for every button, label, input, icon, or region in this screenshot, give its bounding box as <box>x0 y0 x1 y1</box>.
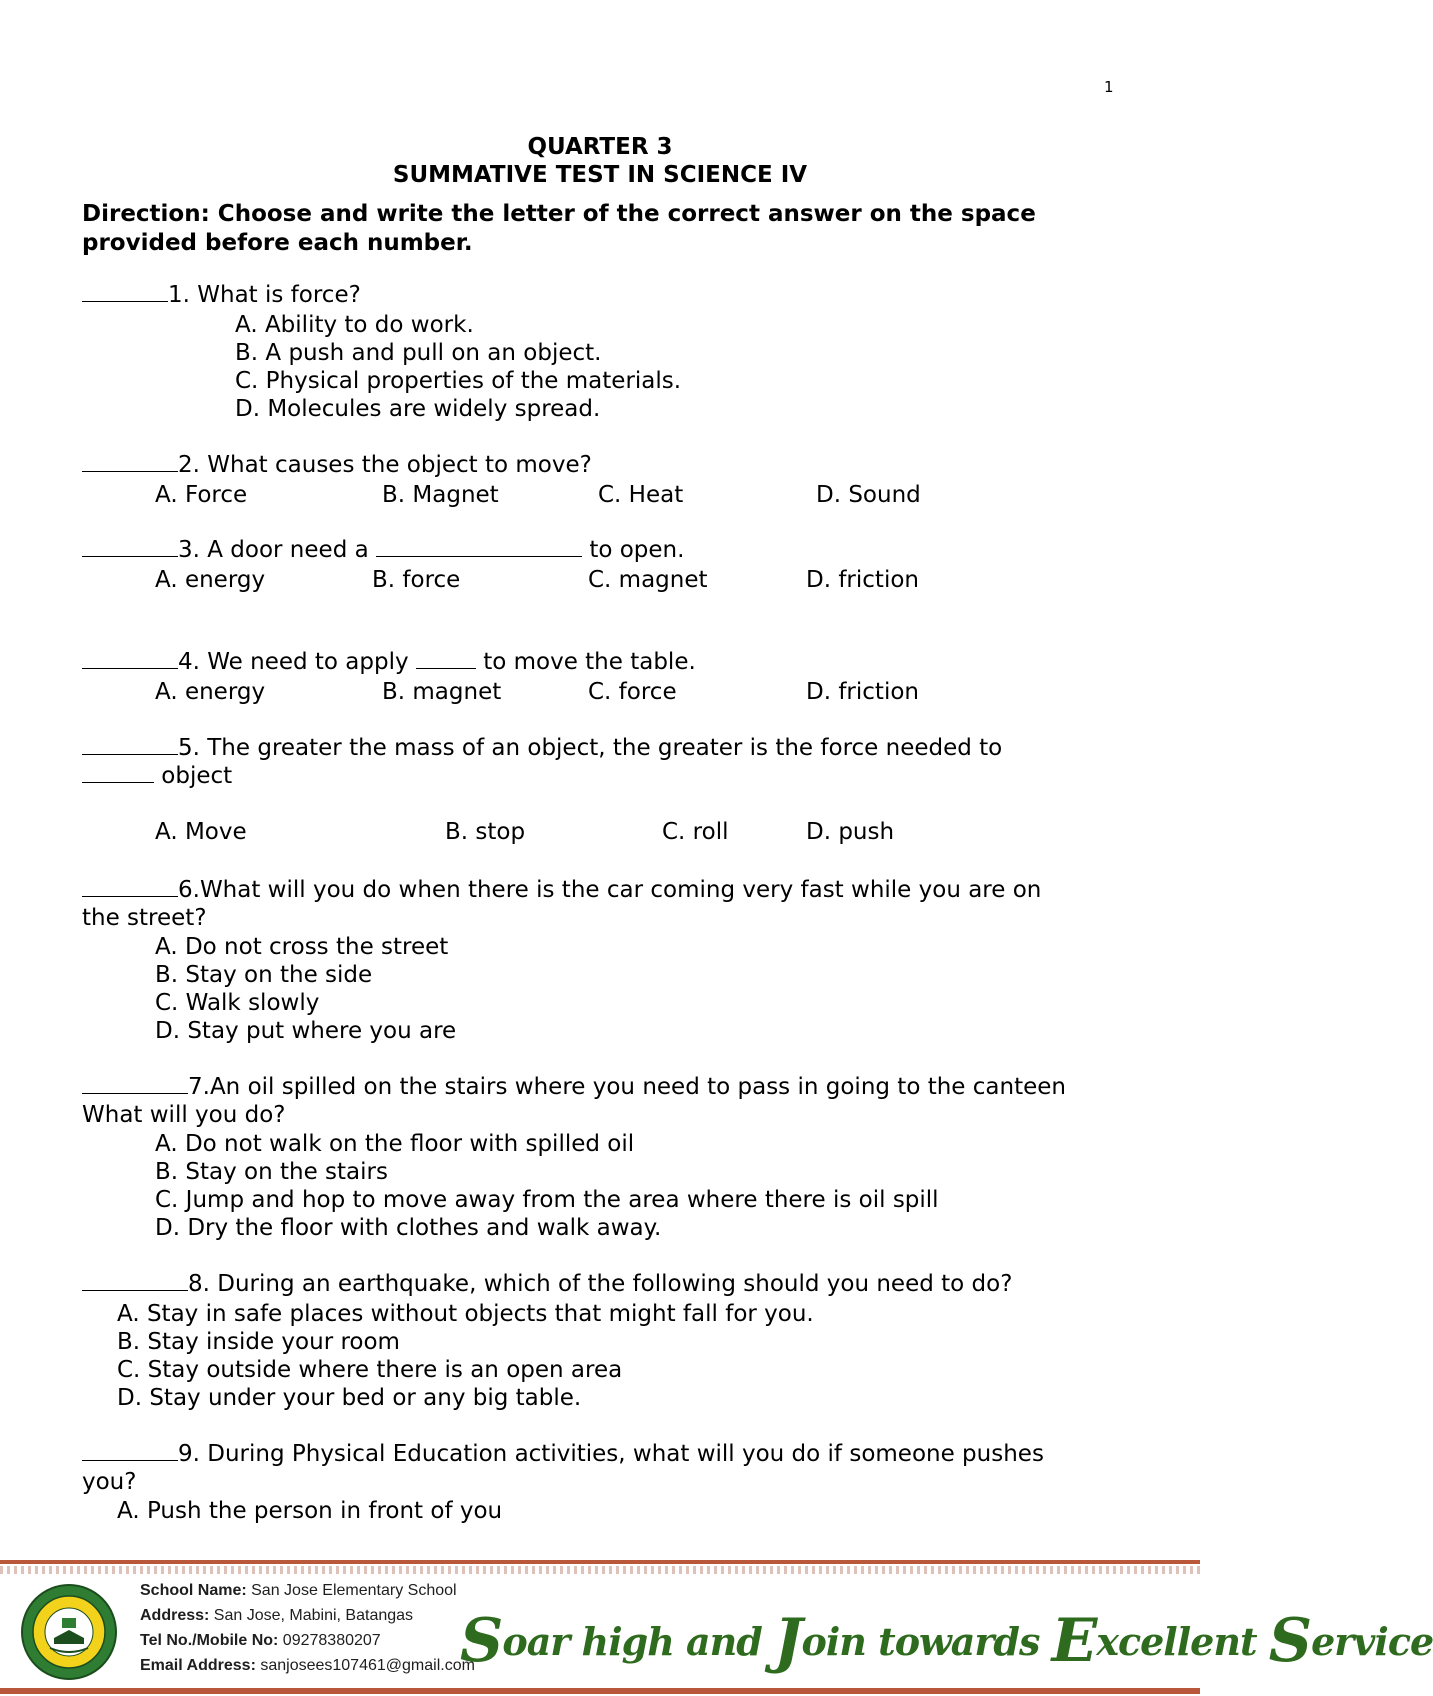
choice: A. energy <box>155 679 266 705</box>
choice: C. Physical properties of the materials. <box>235 368 682 394</box>
question-8 <box>82 1270 1012 1298</box>
question-stem: 8. During an earthquake, which of the following should you need to do? <box>188 1271 1013 1297</box>
question-5-continued <box>82 762 232 790</box>
answer-blank[interactable] <box>82 281 168 302</box>
school-seal-icon <box>10 1582 128 1682</box>
question-6 <box>82 876 1041 904</box>
quarter-title: QUARTER 3 <box>527 134 673 160</box>
choice: B. Stay on the stairs <box>155 1159 388 1185</box>
choice: C. roll <box>662 819 729 845</box>
choice: C. Jump and hop to move away from the area where there is oil spill <box>155 1187 939 1213</box>
question-stem-start: 3. A door need a <box>178 537 377 563</box>
choice: B. Magnet <box>382 482 499 508</box>
fill-blank <box>416 648 476 669</box>
choice: C. Walk slowly <box>155 990 320 1016</box>
answer-blank[interactable] <box>82 1073 188 1094</box>
choice: A. Move <box>155 819 247 845</box>
answer-blank[interactable] <box>82 734 178 755</box>
question-stem-cont: object <box>154 763 233 789</box>
answer-blank[interactable] <box>82 876 178 897</box>
answer-blank[interactable] <box>82 1270 188 1291</box>
choice: B. Stay inside your room <box>117 1329 400 1355</box>
question-stem-start: 4. We need to apply <box>178 649 416 675</box>
choice: D. Molecules are widely spread. <box>235 396 601 422</box>
choice: B. A push and pull on an object. <box>235 340 602 366</box>
question-stem: 6.What will you do when there is the car coming very fast while you are on <box>178 877 1042 903</box>
fill-blank <box>82 762 154 783</box>
answer-blank[interactable] <box>82 648 178 669</box>
choice: A. energy <box>155 567 266 593</box>
question-9 <box>82 1440 1044 1468</box>
answer-blank[interactable] <box>82 451 178 472</box>
footer-border-top <box>0 1560 1200 1564</box>
school-info <box>140 1578 475 1678</box>
choice: A. Stay in safe places without objects that might fall for you. <box>117 1301 814 1327</box>
question-7-continued: What will you do? <box>82 1102 286 1128</box>
choice: D. Stay put where you are <box>155 1018 457 1044</box>
choice: B. force <box>372 567 461 593</box>
question-2 <box>82 451 592 479</box>
school-name-row: School Name: San Jose Elementary School <box>140 1582 457 1599</box>
question-stem-end: to open. <box>582 537 685 563</box>
question-stem: 9. During Physical Education activities, what will you do if someone pushes <box>178 1441 1044 1467</box>
question-1 <box>82 281 361 309</box>
choice: A. Do not walk on the floor with spilled oil <box>155 1131 635 1157</box>
question-5 <box>82 734 1002 762</box>
answer-blank[interactable] <box>82 536 178 557</box>
school-motto: Soar high and Join towards Excellent Service <box>460 1606 1433 1676</box>
tel-row: Tel No./Mobile No: 09278380207 <box>140 1632 381 1649</box>
question-9-continued: you? <box>82 1469 137 1495</box>
footer-stripes <box>0 1566 1200 1574</box>
question-3 <box>82 536 684 564</box>
choice: B. magnet <box>382 679 502 705</box>
choice: A. Ability to do work. <box>235 312 474 338</box>
question-6-continued: the street? <box>82 905 207 931</box>
page-number: 1 <box>1104 78 1114 96</box>
email-row: Email Address: sanjosees107461@gmail.com <box>140 1657 475 1674</box>
choice: A. Push the person in front of you <box>117 1498 503 1524</box>
choice: D. friction <box>806 679 919 705</box>
school-footer <box>0 1554 1433 1696</box>
choice: C. magnet <box>588 567 708 593</box>
question-stem-end: to move the table. <box>475 649 696 675</box>
choice: D. Stay under your bed or any big table. <box>117 1385 582 1411</box>
question-7 <box>82 1073 1066 1101</box>
choice: C. Stay outside where there is an open area <box>117 1357 623 1383</box>
question-stem: 5. The greater the mass of an object, the greater is the force needed to <box>178 735 1003 761</box>
choice: D. Dry the floor with clothes and walk away. <box>155 1215 662 1241</box>
footer-border-bottom <box>0 1688 1200 1694</box>
question-stem: 1. What is force? <box>168 282 361 308</box>
choice: D. push <box>806 819 895 845</box>
choice: A. Force <box>155 482 248 508</box>
choice: A. Do not cross the street <box>155 934 449 960</box>
direction-text: Direction: Choose and write the letter of the correct answer on the space provided before each number. <box>82 201 1036 256</box>
address-row: Address: San Jose, Mabini, Batangas <box>140 1607 414 1624</box>
choice: C. force <box>588 679 677 705</box>
test-title: SUMMATIVE TEST IN SCIENCE IV <box>392 162 808 188</box>
choice: D. Sound <box>816 482 921 508</box>
question-stem: 7.An oil spilled on the stairs where you need to pass in going to the canteen <box>188 1074 1066 1100</box>
choice: D. friction <box>806 567 919 593</box>
choice: B. Stay on the side <box>155 962 373 988</box>
question-4 <box>82 648 696 676</box>
choice: C. Heat <box>598 482 684 508</box>
choice: B. stop <box>445 819 526 845</box>
question-stem: 2. What causes the object to move? <box>178 452 592 478</box>
fill-blank <box>376 536 582 557</box>
answer-blank[interactable] <box>82 1440 178 1461</box>
